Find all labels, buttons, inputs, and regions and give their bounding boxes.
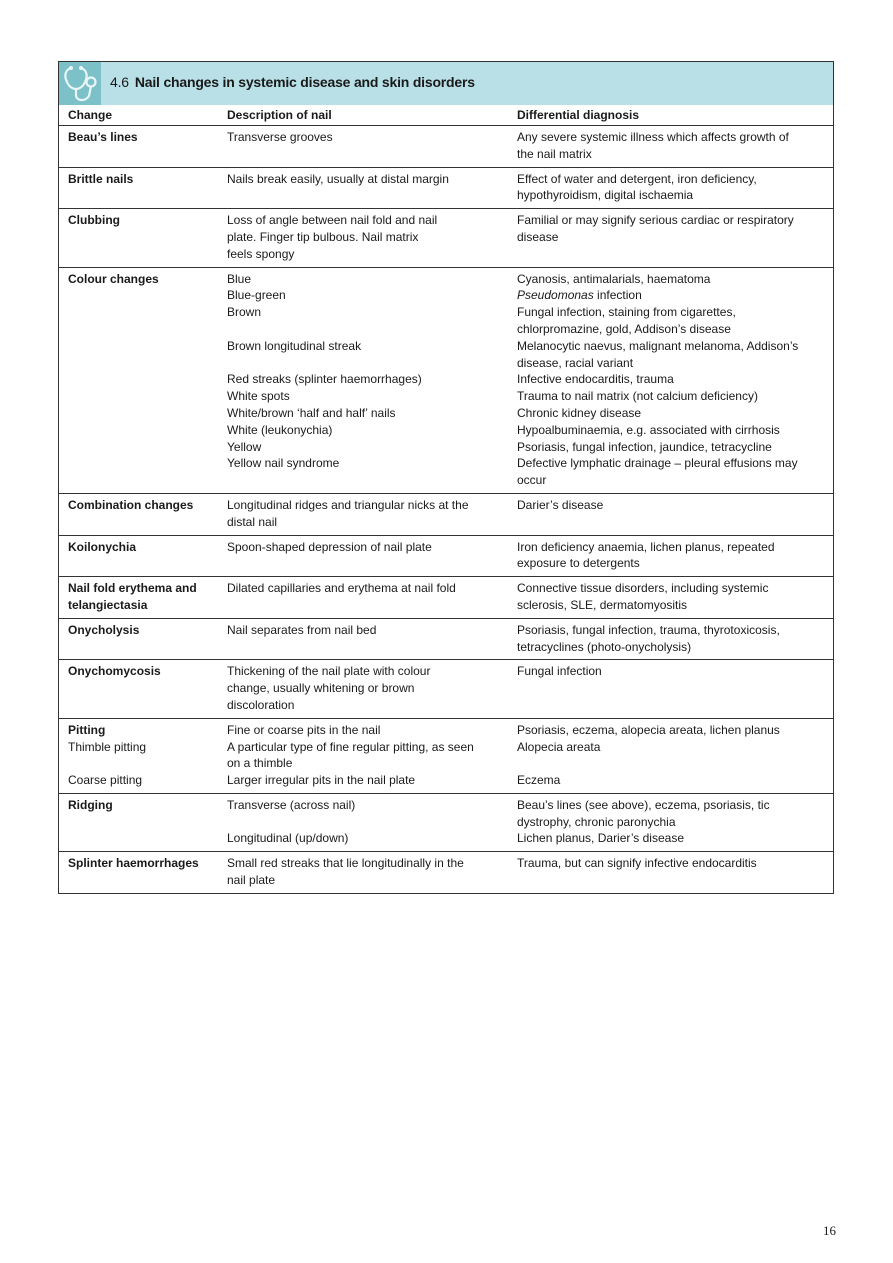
- change-cell: Onychomycosis: [68, 664, 161, 679]
- description-line: Red streaks (splinter haemorrhages): [227, 372, 422, 387]
- diagnosis-line: Cyanosis, antimalarials, haematoma: [517, 271, 711, 286]
- page-number: 16: [823, 1223, 836, 1238]
- change-cell: Colour changes: [68, 271, 159, 286]
- diagnosis-line: Beau’s lines (see above), eczema, psoriasis, tic: [517, 797, 770, 812]
- table-title-bar: [59, 61, 833, 105]
- diagnosis-line: hypothyroidism, digital ischaemia: [517, 188, 694, 203]
- diagnosis-line: Familial or may signify serious cardiac or respiratory: [517, 213, 794, 228]
- change-cell: Beau’s lines: [68, 130, 138, 144]
- change-line: Nail fold erythema and: [68, 581, 197, 596]
- table-header-row: [59, 105, 833, 126]
- diagnosis-line: Psoriasis, eczema, alopecia areata, lichen planus: [517, 722, 780, 737]
- diagnosis-line: Effect of water and detergent, iron deficiency,: [517, 171, 757, 186]
- change-cell: Brittle nails: [68, 171, 134, 186]
- change-cell: Clubbing: [68, 213, 120, 228]
- diagnosis-line: Melanocytic naevus, malignant melanoma, Addison’s: [517, 338, 799, 353]
- description-line: White spots: [227, 389, 290, 404]
- table-row-koilonychia: [59, 536, 833, 578]
- diagnosis-line: Trauma to nail matrix (not calcium deficiency): [517, 389, 758, 404]
- column-header-diagnosis: Differential diagnosis: [517, 108, 640, 122]
- table-row-onychomycosis: [59, 660, 833, 718]
- description-line: White (leukonychia): [227, 422, 333, 437]
- table-row-colour-changes: [59, 268, 833, 494]
- diagnosis-cell: [508, 209, 833, 266]
- description-line: Larger irregular pits in the nail plate: [227, 773, 416, 788]
- change-line: Coarse pitting: [68, 773, 143, 788]
- diagnosis-cell: [508, 126, 833, 167]
- description-line: nail plate: [227, 873, 276, 888]
- description-line: Small red streaks that lie longitudinally in the: [227, 856, 464, 871]
- description-line: White/brown ‘half and half’ nails: [227, 405, 396, 420]
- diagnosis-line: Alopecia areata: [517, 739, 601, 754]
- diagnosis-line: Pseudomonas infection: [517, 288, 642, 303]
- diagnosis-cell: [508, 719, 833, 793]
- diagnosis-line: occur: [517, 473, 547, 488]
- diagnosis-line: disease: [517, 229, 559, 244]
- description-line: Blue-green: [227, 288, 286, 303]
- organism-name: Pseudomonas: [517, 288, 594, 303]
- description-line: feels spongy: [227, 246, 295, 261]
- diagnosis-line: dystrophy, chronic paronychia: [517, 814, 676, 829]
- diagnosis-cell: Darier’s disease: [517, 497, 604, 512]
- description-line: on a thimble: [227, 756, 293, 771]
- stethoscope-icon: [59, 62, 101, 105]
- diagnosis-cell: [508, 619, 833, 660]
- change-cell: [59, 577, 218, 618]
- description-cell: Transverse grooves: [227, 130, 333, 144]
- description-cell: [218, 268, 508, 493]
- diagnosis-line: Defective lymphatic drainage – pleural effusions may: [517, 456, 798, 471]
- description-line: change, usually whitening or brown: [227, 681, 415, 696]
- change-line: telangiectasia: [68, 597, 148, 612]
- description-line: discoloration: [227, 697, 295, 712]
- table-number: 4.6: [110, 74, 129, 90]
- description-line: Longitudinal ridges and triangular nicks at the: [227, 497, 469, 512]
- change-cell: Combination changes: [68, 497, 194, 512]
- table-row-brittle-nails: [59, 168, 833, 210]
- description-line: A particular type of fine regular pitting, as seen: [227, 739, 474, 754]
- description-cell: Nails break easily, usually at distal margin: [227, 171, 449, 186]
- description-cell: [218, 209, 508, 266]
- description-line: Transverse (across nail): [227, 797, 356, 812]
- diagnosis-line: Infective endocarditis, trauma: [517, 372, 674, 387]
- table-row-combination-changes: [59, 494, 833, 536]
- description-cell: [218, 660, 508, 717]
- diagnosis-cell: [508, 268, 833, 493]
- change-cell: Splinter haemorrhages: [68, 856, 199, 871]
- description-line: Longitudinal (up/down): [227, 831, 349, 846]
- description-line: Yellow: [227, 439, 262, 454]
- diagnosis-line: sclerosis, SLE, dermatomyositis: [517, 597, 688, 612]
- change-cell: Koilonychia: [68, 539, 137, 554]
- table-row-beaus-lines: [59, 126, 833, 168]
- change-line: Thimble pitting: [68, 739, 147, 754]
- table-row-splinter-haemorrhages: [59, 852, 833, 893]
- table-title: [110, 74, 475, 90]
- description-line: Brown: [227, 305, 262, 320]
- description-line: Yellow nail syndrome: [227, 456, 340, 471]
- diagnosis-line: Psoriasis, fungal infection, jaundice, tetracycline: [517, 439, 772, 454]
- description-cell: [218, 719, 508, 793]
- description-line: Blue: [227, 271, 252, 286]
- diagnosis-line: Eczema: [517, 773, 561, 788]
- diagnosis-cell: [508, 536, 833, 577]
- table-row-clubbing: [59, 209, 833, 267]
- diagnosis-line: Psoriasis, fungal infection, trauma, thyrotoxicosis,: [517, 622, 780, 637]
- diagnosis-cell: [508, 168, 833, 209]
- description-cell: [218, 852, 508, 893]
- diagnosis-line: Lichen planus, Darier’s disease: [517, 831, 684, 846]
- table-title-text: Nail changes in systemic disease and skin disorders: [134, 74, 475, 90]
- description-line: Fine or coarse pits in the nail: [227, 722, 381, 737]
- description-cell: Spoon-shaped depression of nail plate: [227, 539, 432, 554]
- column-header-description: Description of nail: [227, 108, 332, 122]
- diagnosis-line: Any severe systemic illness which affects growth of: [517, 130, 789, 144]
- description-line: Brown longitudinal streak: [227, 338, 362, 353]
- description-cell: Dilated capillaries and erythema at nail fold: [227, 581, 456, 596]
- diagnosis-line: tetracyclines (photo-onycholysis): [517, 639, 692, 654]
- nail-changes-table: [58, 61, 834, 894]
- table-row-ridging: [59, 794, 833, 852]
- description-line: Thickening of the nail plate with colour: [227, 664, 431, 679]
- diagnosis-line: Connective tissue disorders, including systemic: [517, 581, 769, 596]
- table-row-nail-fold-erythema: [59, 577, 833, 619]
- description-cell: Nail separates from nail bed: [227, 622, 377, 637]
- change-cell: Onycholysis: [68, 622, 140, 637]
- diagnosis-cell: Trauma, but can signify infective endocarditis: [517, 856, 757, 871]
- table-row-pitting: [59, 719, 833, 794]
- description-cell: [218, 494, 508, 535]
- column-header-change: Change: [68, 108, 113, 122]
- description-cell: [218, 794, 508, 851]
- table-row-onycholysis: [59, 619, 833, 661]
- diagnosis-line: disease, racial variant: [517, 355, 634, 370]
- diagnosis-line: Hypoalbuminaemia, e.g. associated with cirrhosis: [517, 422, 780, 437]
- change-line: Pitting: [68, 722, 106, 737]
- diagnosis-cell: Fungal infection: [517, 664, 602, 679]
- diagnosis-line: exposure to detergents: [517, 556, 640, 571]
- diagnosis-line: Iron deficiency anaemia, lichen planus, repeated: [517, 539, 775, 554]
- description-line: distal nail: [227, 514, 278, 529]
- diagnosis-cell: [508, 794, 833, 851]
- change-cell: [59, 719, 218, 793]
- diagnosis-line: chlorpromazine, gold, Addison’s disease: [517, 321, 731, 336]
- diagnosis-line: the nail matrix: [517, 146, 592, 161]
- diagnosis-line: Fungal infection, staining from cigarettes,: [517, 305, 736, 320]
- change-cell: Ridging: [68, 797, 113, 812]
- description-line: Loss of angle between nail fold and nail: [227, 213, 438, 228]
- diagnosis-line: Chronic kidney disease: [517, 405, 642, 420]
- description-line: plate. Finger tip bulbous. Nail matrix: [227, 229, 419, 244]
- diagnosis-cell: [508, 577, 833, 618]
